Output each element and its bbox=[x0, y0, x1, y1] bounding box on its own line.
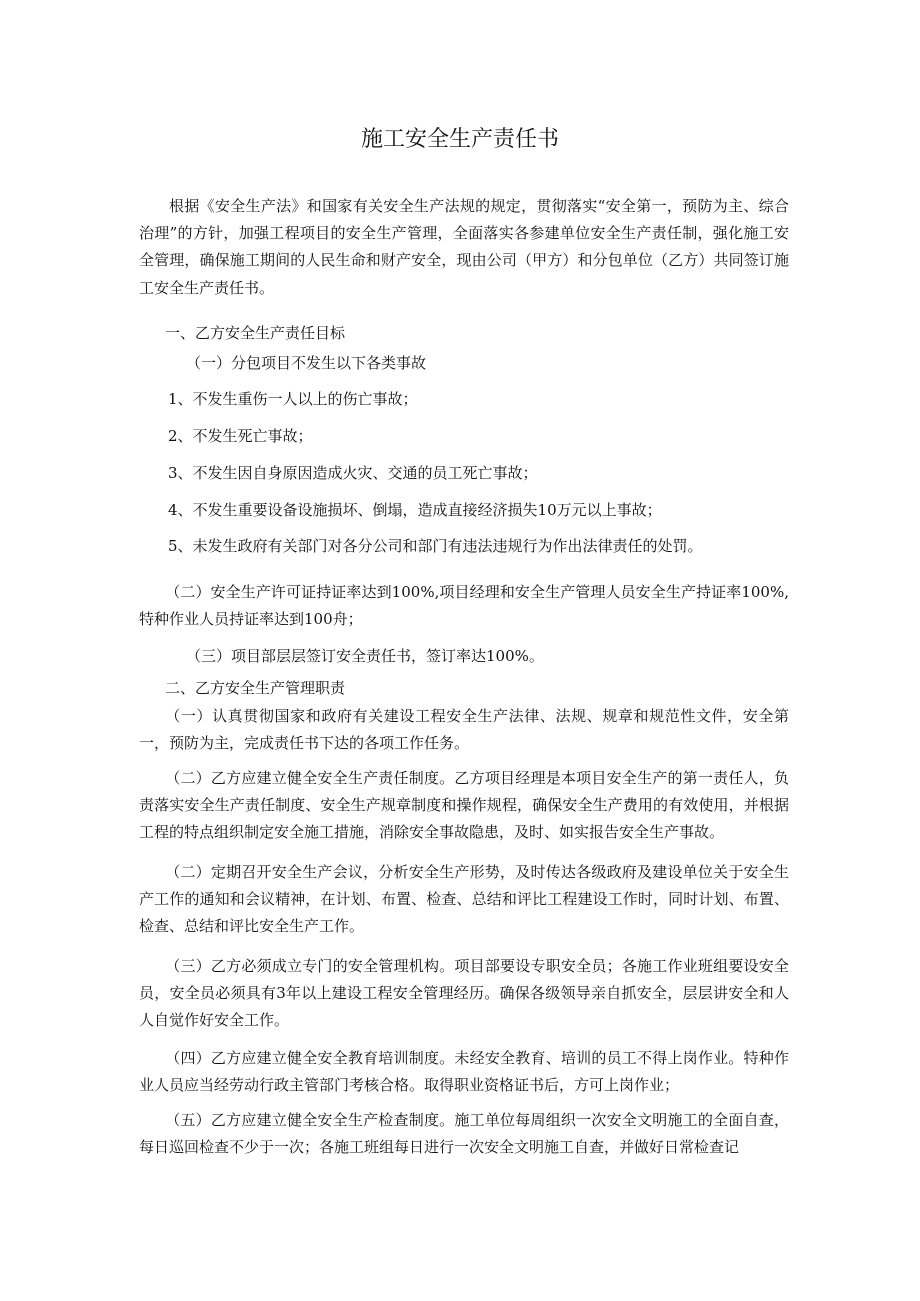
list-item: 2、不发生死亡事故； bbox=[168, 427, 313, 445]
section1-heading: 一、乙方安全生产责任目标 bbox=[165, 324, 346, 342]
section1-sub3: （三）项目部层层签订安全责任书，签订率达100%。 bbox=[186, 647, 544, 665]
section2-paragraph: （二）乙方应建立健全安全生产责任制度。乙方项目经理是本项目安全生产的第一责任人，负责落实安全生产责任制度、安全生产规章制度和操作规程，确保安全生产费用的有效使用，并根据工程的特点组织制定安全施工措施，消除安全事故隐患，及时、如实报告安全生产事故。 bbox=[139, 769, 789, 842]
document-title: 施工安全生产责任书 bbox=[360, 127, 559, 152]
section2-paragraph: （三）乙方必须成立专门的安全管理机构。项目部要设专职安全员；各施工作业班组要设安全员，安全员必须具有3年以上建设工程安全管理经历。确保各级领导亲自抓安全，层层讲安全和人人自觉作好安全工作。 bbox=[139, 957, 789, 1030]
section2-paragraph: （一）认真贯彻国家和政府有关建设工程安全生产法律、法规、规章和规范性文件，安全第一，预防为主，完成责任书下达的各项工作任务。 bbox=[139, 707, 789, 753]
section2-paragraph: （五）乙方应建立健全安全生产检查制度。施工单位每周组织一次安全文明施工的全面自查，每日巡回检查不少于一次；各施工班组每日进行一次安全文明施工自查，并做好日常检查记 bbox=[139, 1111, 789, 1157]
section1-sub1-heading: （一）分包项目不发生以下各类事故 bbox=[186, 354, 427, 372]
list-item: 3、不发生因自身原因造成火灾、交通的员工死亡事故； bbox=[168, 464, 538, 482]
section1-sub2: （二）安全生产许可证持证率达到100%,项目经理和安全生产管理人员安全生产持证率100%,特种作业人员持证率达到100舟； bbox=[139, 583, 789, 629]
section2-paragraph: （四）乙方应建立健全安全教育培训制度。未经安全教育、培训的员工不得上岗作业。特种作业人员应当经劳动行政主管部门考核合格。取得职业资格证书后，方可上岗作业； bbox=[139, 1049, 789, 1095]
section2-paragraph: （二）定期召开安全生产会议，分析安全生产形势，及时传达各级政府及建设单位关于安全生产工作的通知和会议精神，在计划、布置、检查、总结和评比工程建设工作时，同时计划、布置、检查、总结和评比安全生产工作。 bbox=[139, 863, 789, 936]
section2-heading: 二、乙方安全生产管理职责 bbox=[165, 679, 346, 697]
list-item: 4、不发生重要设备设施损坏、倒塌，造成直接经济损失10万元以上事故； bbox=[168, 501, 662, 519]
list-item: 5、未发生政府有关部门对各分公司和部门有违法违规行为作出法律责任的处罚。 bbox=[168, 537, 703, 555]
intro-paragraph: 根据《安全生产法》和国家有关安全生产法规的规定，贯彻落实“安全第一，预防为主、综合治理”的方针，加强工程项目的安全生产管理，全面落实各参建单位安全生产责任制，强化施工安全管理，确保施工期间的人民生命和财产安全，现由公司（甲方）和分包单位（乙方）共同签订施工安全生产责任书。 bbox=[139, 197, 789, 297]
list-item: 1、不发生重伤一人以上的伤亡事故； bbox=[168, 390, 418, 408]
